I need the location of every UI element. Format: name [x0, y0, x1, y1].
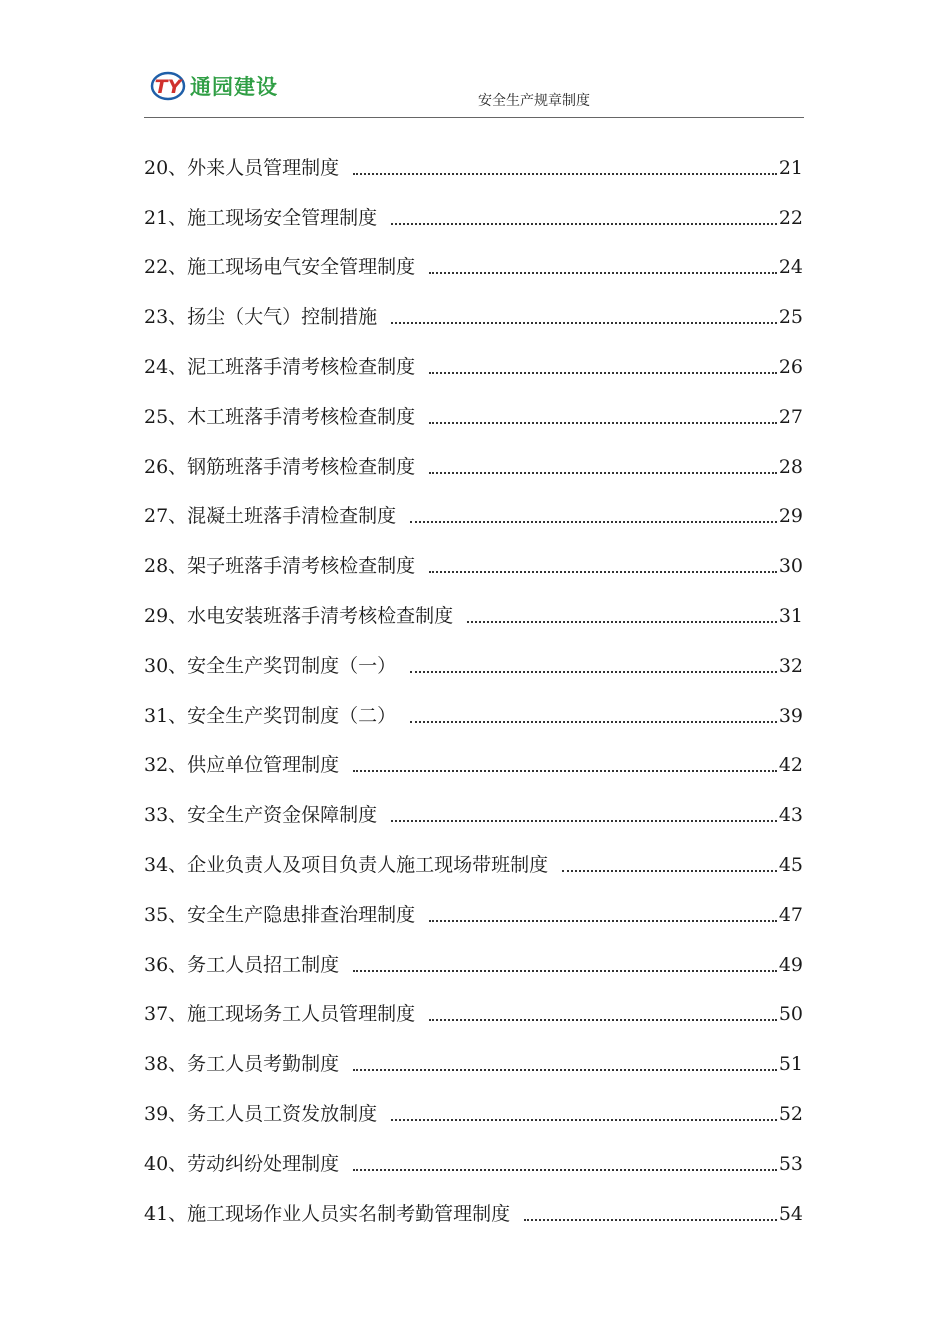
- toc-entry-title: 29、水电安装班落手清考核检查制度: [144, 604, 454, 627]
- table-of-contents: [144, 135, 803, 1231]
- toc-entry[interactable]: [144, 1081, 803, 1131]
- toc-entry-title: 34、企业负责人及项目负责人施工现场带班制度: [144, 853, 549, 876]
- toc-entry[interactable]: [144, 583, 803, 633]
- toc-entry-page-number: 21: [778, 156, 803, 179]
- toc-entry[interactable]: [144, 782, 803, 832]
- toc-leader-dots: [410, 721, 777, 723]
- toc-entry-page-number: 42: [778, 754, 803, 777]
- toc-entry-page-number: 53: [778, 1152, 803, 1175]
- toc-entry[interactable]: [144, 1181, 803, 1231]
- toc-entry-page-number: 47: [778, 903, 803, 926]
- toc-entry-page-number: 52: [778, 1102, 803, 1125]
- toc-entry-title: 31、安全生产奖罚制度（二）: [144, 704, 397, 727]
- toc-leader-dots: [410, 671, 777, 673]
- toc-leader-dots: [429, 422, 777, 424]
- toc-entry-page-number: 24: [778, 256, 803, 279]
- toc-entry-title: 27、混凝土班落手清检查制度: [144, 505, 397, 528]
- toc-leader-dots: [391, 223, 777, 225]
- page-header: [0, 0, 950, 120]
- toc-leader-dots: [391, 820, 777, 822]
- toc-leader-dots: [429, 571, 777, 573]
- toc-leader-dots: [429, 372, 777, 374]
- toc-entry[interactable]: [144, 982, 803, 1032]
- toc-entry[interactable]: [144, 384, 803, 434]
- toc-entry[interactable]: [144, 235, 803, 285]
- toc-entry-title: 32、供应单位管理制度: [144, 754, 340, 777]
- toc-entry-title: 38、务工人员考勤制度: [144, 1053, 340, 1076]
- toc-entry-page-number: 31: [778, 604, 803, 627]
- toc-entry-title: 35、安全生产隐患排查治理制度: [144, 903, 416, 926]
- toc-leader-dots: [353, 173, 777, 175]
- toc-entry[interactable]: [144, 683, 803, 733]
- toc-entry[interactable]: [144, 434, 803, 484]
- company-logo-icon: [150, 70, 186, 102]
- toc-entry-page-number: 29: [778, 505, 803, 528]
- toc-entry-page-number: 39: [778, 704, 803, 727]
- toc-entry[interactable]: [144, 733, 803, 783]
- document-title: 安全生产规章制度: [478, 93, 590, 109]
- toc-entry-title: 26、钢筋班落手清考核检查制度: [144, 455, 416, 478]
- toc-leader-dots: [410, 521, 777, 523]
- toc-entry-title: 39、务工人员工资发放制度: [144, 1102, 378, 1125]
- toc-entry-page-number: 50: [778, 1003, 803, 1026]
- toc-entry-title: 41、施工现场作业人员实名制考勤管理制度: [144, 1202, 511, 1225]
- toc-leader-dots: [353, 1069, 777, 1071]
- toc-entry-page-number: 27: [778, 405, 803, 428]
- toc-entry-page-number: 25: [778, 306, 803, 329]
- toc-leader-dots: [429, 472, 777, 474]
- toc-entry[interactable]: [144, 1031, 803, 1081]
- toc-entry-page-number: 49: [778, 953, 803, 976]
- toc-entry[interactable]: [144, 882, 803, 932]
- toc-entry-title: 22、施工现场电气安全管理制度: [144, 256, 416, 279]
- toc-leader-dots: [391, 322, 777, 324]
- company-logo: [150, 70, 278, 102]
- toc-entry-page-number: 51: [778, 1053, 803, 1076]
- toc-entry[interactable]: [144, 135, 803, 185]
- toc-entry-title: 28、架子班落手清考核检查制度: [144, 555, 416, 578]
- toc-entry-page-number: 28: [778, 455, 803, 478]
- toc-entry-title: 23、扬尘（大气）控制措施: [144, 306, 378, 329]
- toc-entry[interactable]: [144, 832, 803, 882]
- toc-entry-title: 33、安全生产资金保障制度: [144, 804, 378, 827]
- toc-entry-page-number: 22: [778, 206, 803, 229]
- toc-leader-dots: [353, 970, 777, 972]
- toc-entry-page-number: 32: [778, 654, 803, 677]
- toc-leader-dots: [429, 920, 777, 922]
- toc-leader-dots: [562, 870, 777, 872]
- toc-entry[interactable]: [144, 633, 803, 683]
- toc-entry-page-number: 43: [778, 804, 803, 827]
- toc-entry-page-number: 54: [778, 1202, 803, 1225]
- toc-entry[interactable]: [144, 1131, 803, 1181]
- toc-entry-title: 37、施工现场务工人员管理制度: [144, 1003, 416, 1026]
- toc-entry[interactable]: [144, 334, 803, 384]
- toc-leader-dots: [524, 1219, 777, 1221]
- toc-entry[interactable]: [144, 484, 803, 534]
- toc-leader-dots: [429, 272, 777, 274]
- toc-entry-title: 40、劳动纠纷处理制度: [144, 1152, 340, 1175]
- toc-entry-title: 25、木工班落手清考核检查制度: [144, 405, 416, 428]
- toc-entry[interactable]: [144, 932, 803, 982]
- toc-entry-title: 30、安全生产奖罚制度（一）: [144, 654, 397, 677]
- toc-leader-dots: [391, 1119, 777, 1121]
- toc-leader-dots: [353, 1169, 777, 1171]
- toc-entry[interactable]: [144, 185, 803, 235]
- toc-entry-title: 24、泥工班落手清考核检查制度: [144, 355, 416, 378]
- toc-entry-title: 36、务工人员招工制度: [144, 953, 340, 976]
- toc-entry-page-number: 45: [778, 853, 803, 876]
- toc-entry-title: 20、外来人员管理制度: [144, 156, 340, 179]
- svg-text:TY: TY: [154, 76, 182, 98]
- toc-entry-title: 21、施工现场安全管理制度: [144, 206, 378, 229]
- toc-leader-dots: [353, 770, 777, 772]
- toc-entry-page-number: 26: [778, 355, 803, 378]
- toc-leader-dots: [467, 621, 777, 623]
- toc-entry[interactable]: [144, 533, 803, 583]
- toc-entry[interactable]: [144, 284, 803, 334]
- brand-name: 通园建设: [190, 75, 278, 99]
- toc-entry-page-number: 30: [778, 555, 803, 578]
- toc-leader-dots: [429, 1019, 777, 1021]
- header-divider: [144, 117, 804, 118]
